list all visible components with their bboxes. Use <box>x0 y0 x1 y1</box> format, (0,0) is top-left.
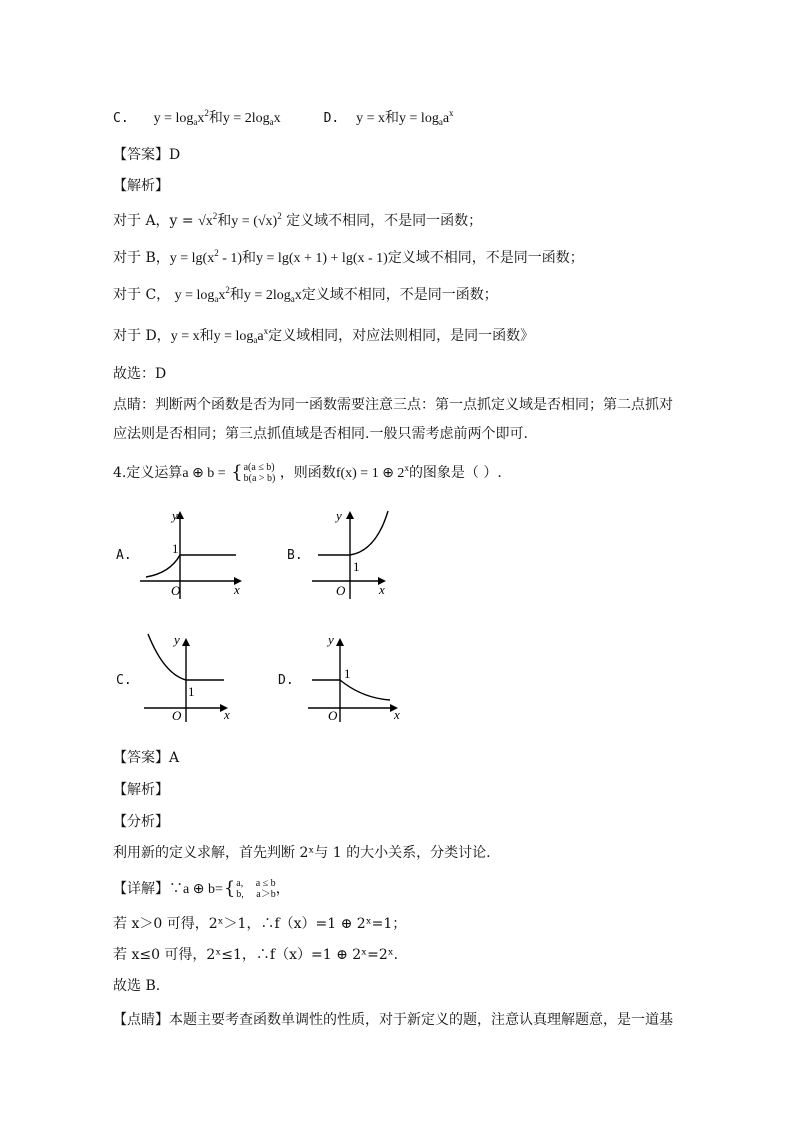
graph-c-one: 1 <box>188 684 195 699</box>
option-cd-line: C. $y = \log_ax^2$和$y = 2\log_ax$ D. y = x和$y = \log_aa^x$ <box>113 108 454 127</box>
graph-a-one: 1 <box>172 541 179 556</box>
dianjing-1-line2: 应法则是否相同；第三点抓值域是否相同.一般只需考虑前两个即可. <box>113 426 528 442</box>
graph-a-o: O <box>171 583 181 598</box>
fenxi-text: 利用新的定义求解，首先判断 2ˣ与 1 的大小关系，分类讨论. <box>113 845 491 861</box>
para-c: 对于 C， $y = \log_ax^2$和$y = 2\log_ax$定义域不相同，不是同一函数； <box>113 285 498 304</box>
option-c-graph-label[interactable]: C. <box>116 673 132 688</box>
ruo-2: 若 x≤0 可得，2ˣ≤1，∴f（x）=1 ⊕ 2ˣ=2ˣ. <box>113 947 399 963</box>
option-d-label: D. <box>323 111 340 126</box>
dianjing-1-line1: 点睛：判断两个函数是否为同一函数需要注意三点：第一点抓定义域是否相同；第二点抓对 <box>113 397 673 413</box>
graph-d-y: y <box>328 632 334 647</box>
graph-b-y: y <box>336 508 342 523</box>
graph-b[interactable] <box>312 505 402 600</box>
xiangjie: 【详解】∵a ⊕ b={a, a ≤ b b, a＞b， <box>113 878 290 900</box>
answer-1: 【答案】D <box>113 147 181 163</box>
jiexi-2: 【解析】 <box>113 782 169 798</box>
graph-a-x: x <box>234 582 240 597</box>
ruo-1: 若 x＞0 可得，2ˣ＞1，∴f（x）=1 ⊕ 2ˣ=1； <box>113 916 407 932</box>
graph-b-o: O <box>336 583 346 598</box>
graph-d[interactable] <box>308 628 408 723</box>
graph-d-x: x <box>394 707 400 722</box>
option-d-math: y = x <box>356 111 386 126</box>
graph-c[interactable] <box>140 628 240 723</box>
guxuan-2: 故选 B. <box>113 978 161 994</box>
para-b: 对于 B，$y = \lg(x^2 - 1)$和y = lg(x + 1) + lg(x - 1)定义域不相同，不是同一函数； <box>113 248 584 266</box>
graph-d-o: O <box>328 708 338 723</box>
question-4: 4.定义运算a ⊕ b = {a(a ≤ b) b(a > b) ，则函数f(x) = 1 ⊕ 2$^x$的图象是（ ）. <box>113 462 502 484</box>
answer-2: 【答案】A <box>113 750 180 766</box>
fenxi-label: 【分析】 <box>113 814 169 830</box>
option-d-graph-label[interactable]: D. <box>278 673 294 688</box>
graph-a[interactable] <box>140 505 250 600</box>
option-c-label: C. <box>113 111 129 126</box>
option-b-label[interactable]: B. <box>287 548 303 563</box>
option-a-label[interactable]: A. <box>116 548 132 563</box>
guxuan-1: 故选：D <box>113 366 167 382</box>
jiexi-1: 【解析】 <box>113 178 169 194</box>
option-c-math: $y = \log_ax^2$ <box>153 108 209 127</box>
para-d: 对于 D，y = x和$y = \log_aa^x$定义域相同，对应法则相同，是同一函数》 <box>113 326 535 345</box>
graph-a-y: y <box>172 508 178 523</box>
graph-c-o: O <box>172 708 182 723</box>
graph-c-y: y <box>174 632 180 647</box>
graph-c-x: x <box>224 707 230 722</box>
para-a: 对于 A，$y = √x^2$和$y = (√x)^2$ 定义域不相同，不是同一函数； <box>113 211 483 229</box>
graph-b-x: x <box>379 582 385 597</box>
graph-d-one: 1 <box>344 666 351 681</box>
dianjing-2: 【点睛】本题主要考查函数单调性的性质，对于新定义的题，注意认真理解题意，是一道基 <box>113 1012 673 1028</box>
graph-b-one: 1 <box>353 559 360 574</box>
